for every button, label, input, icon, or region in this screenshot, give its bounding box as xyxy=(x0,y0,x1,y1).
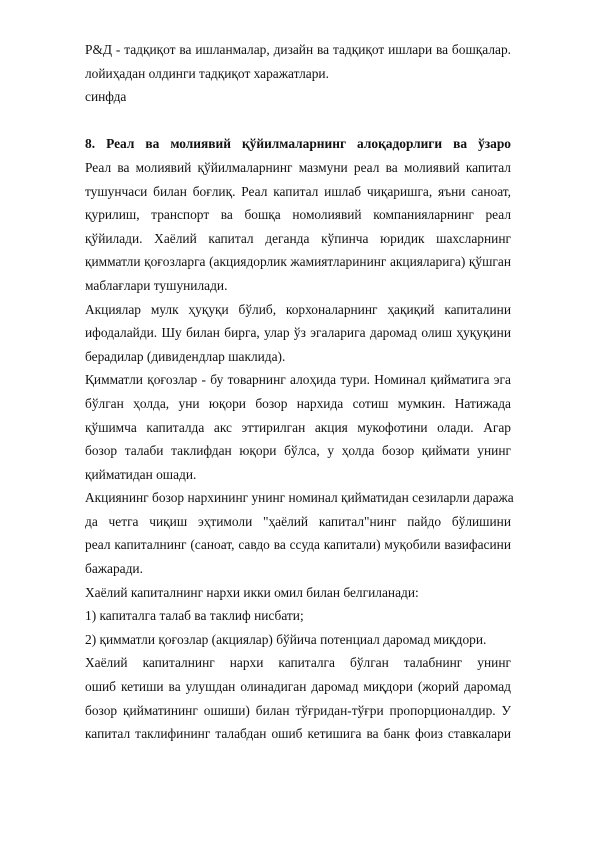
text-line: реал капиталнинг (саноат, савдо ва ссуда капитали) муқобили вазифасини xyxy=(85,537,511,553)
text-line: қурилиш, транспорт ва бошқа номолиявий компанияларнинг реал xyxy=(85,207,511,223)
text-line: маблағлари тушунилади. xyxy=(85,277,228,293)
text-line: ифодалайди. Шу билан бирга, улар ўз эгаларига даромад олиш ҳуқуқини xyxy=(85,325,511,341)
text-line: капитал таклифининг талабдан ошиб кетишига ва банк фоиз ставкалари xyxy=(85,726,511,742)
text-line: Акциянинг бозор нархининг унинг номинал қийматидан сезиларли даража xyxy=(85,490,514,506)
text-line: Қимматли қоғозлар - бу товарнинг алоҳида тури. Номинал қийматига эга xyxy=(85,372,511,388)
text-line: лойиҳадан олдинги тадқиқот харажатлари. xyxy=(85,65,329,81)
document-page xyxy=(85,38,514,746)
text-line: бозор қийматининг ошиши) билан тўғридан-тўғри пропорционалдир. У xyxy=(85,702,511,718)
text-line: бажаради. xyxy=(85,561,143,577)
text-line: тушунчаси билан боғлиқ. Реал капитал ишлаб чиқаришга, яъни саноат, xyxy=(85,183,511,199)
text-line: бўлган ҳолда, уни юқори бозор нархида сотиш мумкин. Натижада xyxy=(85,395,511,411)
text-line: қийматидан ошади. xyxy=(85,466,197,482)
text-line: бозор талаби таклифдан юқори бўлса, у ҳолда бозор қиймати унинг xyxy=(85,443,511,459)
text-line: ошиб кетиши ва улушдан олинадиган даромад миқдори (жорий даромад xyxy=(85,679,511,695)
text-line: Хаёлий капиталнинг нархи капиталга бўлган талабнинг унинг xyxy=(85,655,511,671)
text-line: синфда xyxy=(85,89,127,105)
text-line: қимматли қоғозларга (акциядорлик жамиятларининг акцияларига) қўшган xyxy=(85,254,511,270)
text-line: 2) қимматли қоғозлар (акциялар) бўйича потенциал даромад миқдори. xyxy=(85,631,487,647)
text-line: қўйилади. Хаёлий капитал деганда кўпинча юридик шахсларнинг xyxy=(85,230,511,246)
text-line: берадилар (дивидендлар шаклида). xyxy=(85,348,286,364)
paragraph-gap xyxy=(85,109,511,133)
text-line: Хаёлий капиталнинг нархи икки омил билан белгиланади: xyxy=(85,584,419,600)
text-line: қўшимча капиталда акс эттирилган акция мукофотини олади. Агар xyxy=(85,419,511,435)
text-line: Акциялар мулк ҳуқуқи бўлиб, корхоналарнинг ҳақиқий капиталини xyxy=(85,301,511,317)
text-line: да четга чиқиш эҳтимоли "ҳаёлий капитал"нинг пайдо бўлишини xyxy=(85,513,511,529)
text-line: 1) капиталга талаб ва таклиф нисбати; xyxy=(85,608,304,624)
text-line: Р&Д - тадқиқот ва ишланмалар, дизайн ва тадқиқот ишлари ва бошқалар. xyxy=(85,42,511,57)
section-heading: 8. Реал ва молиявий қўйилмаларнинг алоқадорлиги ва ўзаро xyxy=(85,136,511,152)
text-line: Реал ва молиявий қўйилмаларнинг мазмуни реал ва молиявий капитал xyxy=(85,159,511,175)
